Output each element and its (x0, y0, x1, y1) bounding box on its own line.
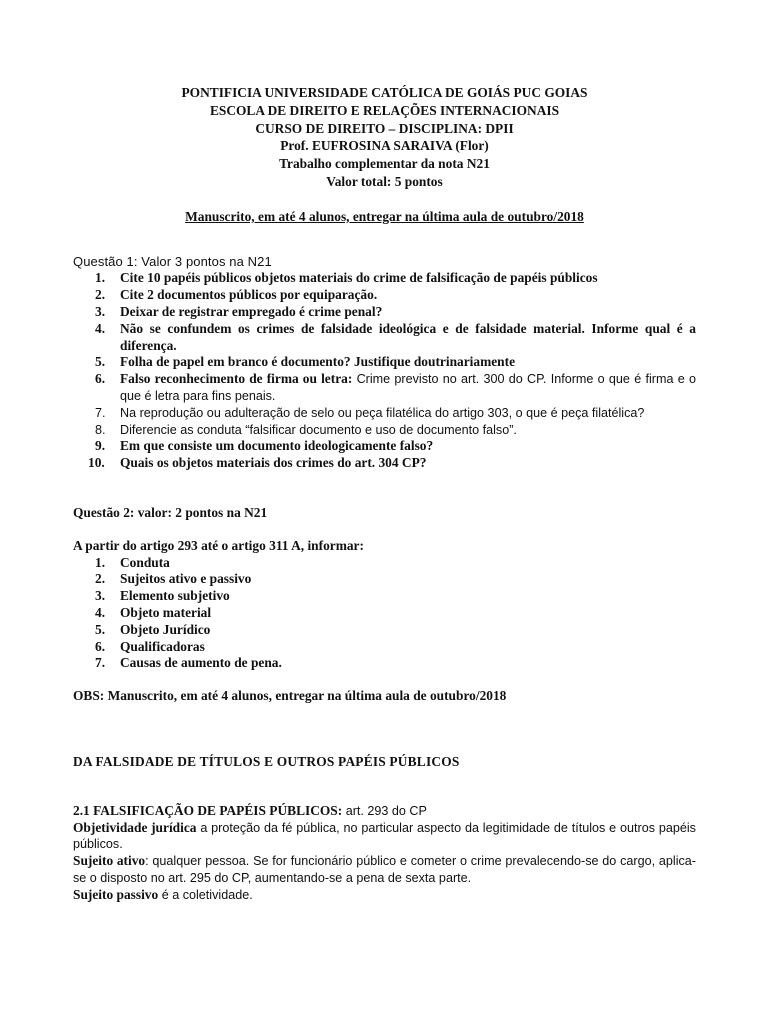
subsection-heading: 2.1 FALSIFICAÇÃO DE PAPÉIS PÚBLICOS: art. 293 do CP (73, 802, 427, 818)
question-2-title: Questão 2: valor: 2 pontos na N21 (73, 504, 268, 520)
list-item: 2. Cite 2 documentos públicos por equiparação. (95, 287, 378, 303)
school-name: ESCOLA DE DIREITO E RELAÇÕES INTERNACIONAIS (209, 102, 560, 118)
instructions-subtitle: Manuscrito, em até 4 alunos, entregar na última aula de outubro/2018 (185, 208, 584, 224)
document-header (73, 84, 696, 191)
list-item: 2. Sujeitos ativo e passivo (95, 571, 252, 587)
question-2-list (73, 555, 696, 673)
list-item: 7. Na reprodução ou adulteração de selo ou peça filatélica do artigo 303, o que é peça filatélica? (95, 405, 645, 420)
list-item: 1. Conduta (95, 554, 170, 570)
list-item: 7. Causas de aumento de pena. (95, 655, 282, 671)
paragraph-sujeito-passivo: Sujeito passivo é a coletividade. (73, 886, 253, 902)
list-item: 10. Quais os objetos materiais dos crimes do art. 304 CP? (88, 455, 427, 471)
university-name: PONTIFICIA UNIVERSIDADE CATÓLICA DE GOIÁS PUC GOIAS (181, 85, 588, 100)
list-item: 9. Em que consiste um documento ideologicamente falso? (95, 438, 434, 454)
paragraph-objetividade: Objetividade jurídica a proteção da fé pública, no particular aspecto da legitimidade de títulos e outros papéis públicos. (73, 819, 696, 852)
list-item: 6. Qualificadoras (95, 638, 205, 654)
list-item: 5. Objeto Jurídico (95, 621, 211, 637)
list-item: 3. Elemento subjetivo (95, 588, 230, 604)
list-item: 1. Cite 10 papéis públicos objetos materiais do crime de falsificação de papéis públicos (95, 270, 598, 286)
list-item: 3. Deixar de registrar empregado é crime penal? (95, 303, 383, 319)
section-title: DA FALSIDADE DE TÍTULOS E OUTROS PAPÉIS PÚBLICOS (73, 753, 460, 769)
question-1-title: Questão 1: Valor 3 pontos na N21 (73, 253, 272, 269)
list-item: 4. Objeto material (95, 604, 212, 620)
list-item: 6. Falso reconhecimento de firma ou letra: Crime previsto no art. 300 do CP. Informe o que é firma e o que é letra para fins penais. (95, 371, 697, 403)
question-1-list (73, 270, 696, 472)
document-page (73, 84, 696, 903)
assignment-title: Trabalho complementar da nota N21 (279, 156, 490, 172)
total-value: Valor total: 5 pontos (326, 173, 443, 189)
professor-name: Prof. EUFROSINA SARAIVA (Flor) (280, 138, 489, 154)
list-item: 4. Não se confundem os crimes de falsidade ideológica e de falsidade material. Informe qual é a diferença. (95, 320, 696, 353)
paragraph-sujeito-ativo: Sujeito ativo: qualquer pessoa. Se for funcionário público e cometer o crime prevalecendo-se do cargo, aplica-se o disposto no art. 295 do CP, aumentando-se a pena de sexta parte. (73, 853, 696, 885)
question-2-intro: A partir do artigo 293 até o artigo 311 A, informar: (73, 537, 364, 553)
list-item: 5. Folha de papel em branco é documento? Justifique doutrinariamente (95, 354, 516, 370)
list-item: 8. Diferencie as conduta “falsificar documento e uso de documento falso”. (95, 422, 517, 437)
course-discipline: CURSO DE DIREITO – DISCIPLINA: DPII (255, 120, 514, 136)
obs-note: OBS: Manuscrito, em até 4 alunos, entregar na última aula de outubro/2018 (73, 688, 507, 704)
